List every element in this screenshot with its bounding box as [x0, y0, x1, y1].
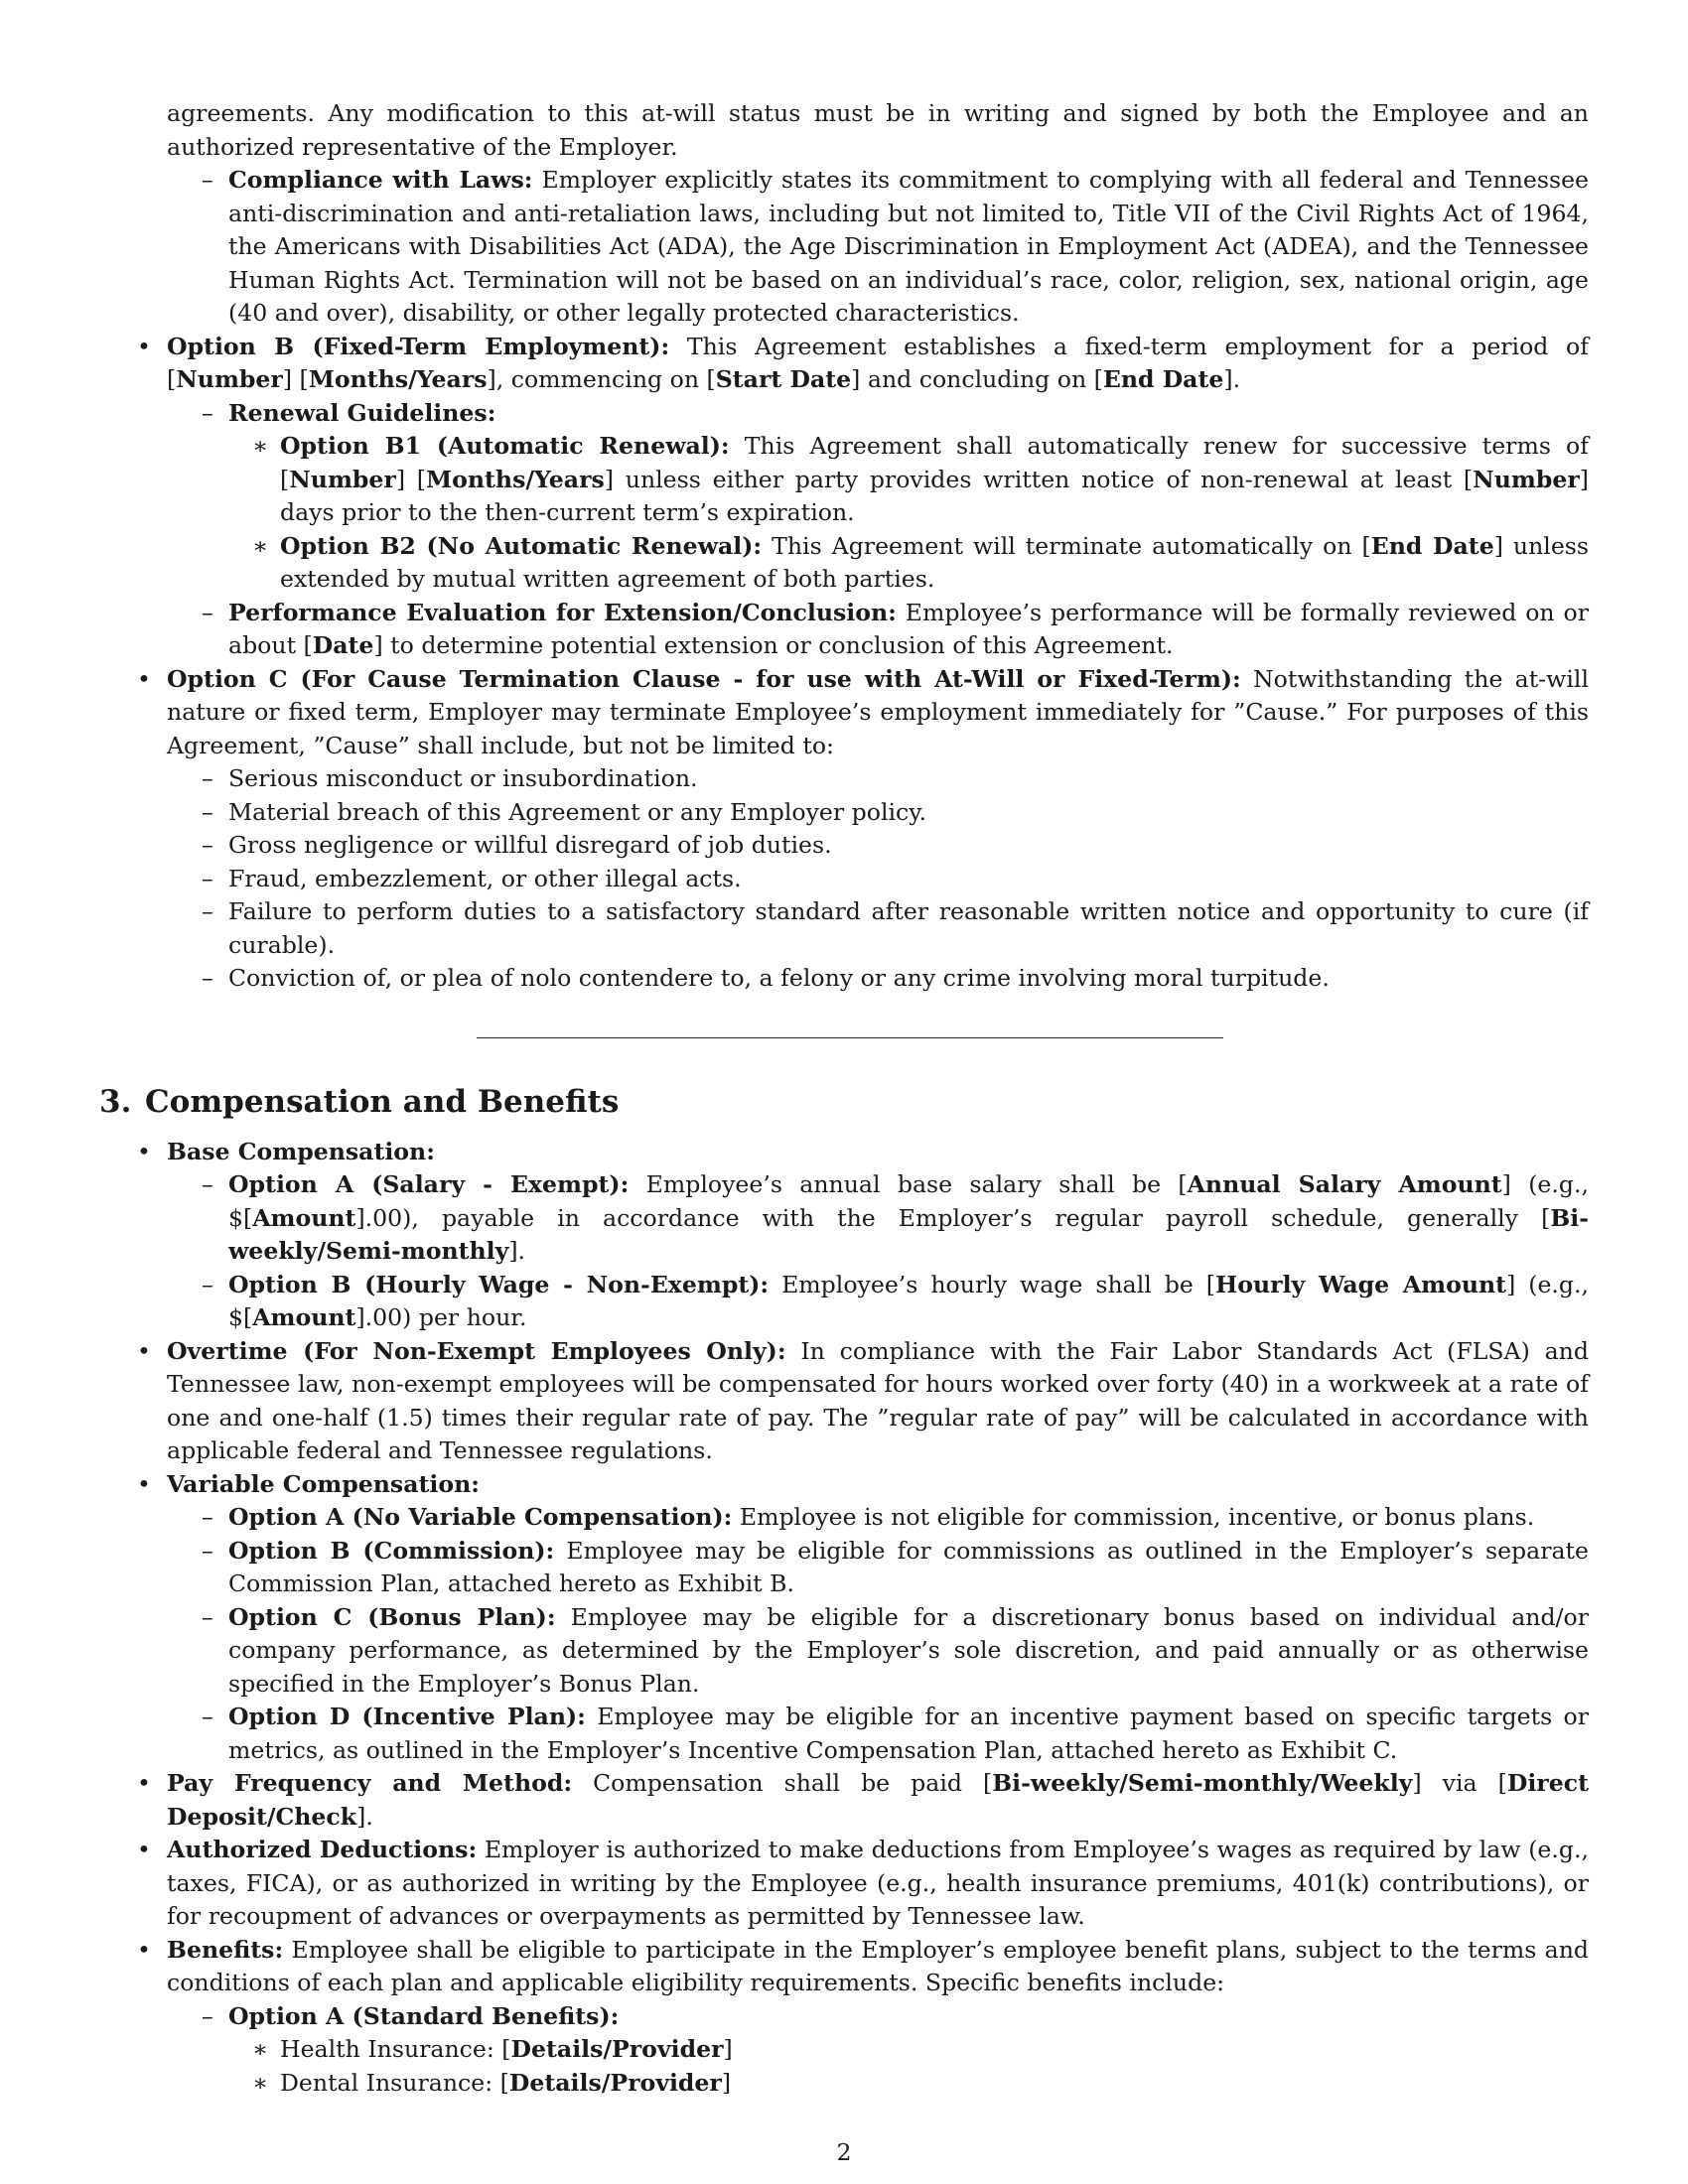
text-span: ] (e.g., $[: [228, 1270, 1590, 1331]
dash-marker: –: [202, 1170, 213, 1198]
option-b-label: Option B (Fixed-Term Employment):: [167, 332, 670, 360]
text-span: ].00) per hour.: [355, 1303, 527, 1331]
text-span: This Agreement establishes a fixed-term employment for a period of [: [167, 332, 1589, 393]
text-span: ] (e.g., $[: [228, 1170, 1589, 1232]
cause-item: [167, 762, 1589, 796]
performance-evaluation-item: [167, 597, 1589, 663]
section-heading: [99, 1082, 1589, 1122]
text-span: ]: [721, 2068, 732, 2097]
overtime-item: [137, 1335, 1589, 1468]
bullet-marker: •: [137, 1836, 151, 1863]
variable-option-d: [167, 1701, 1589, 1767]
text-span: Employee is not eligible for commission, incentive, or bonus plans.: [732, 1503, 1535, 1531]
dash-marker: –: [202, 1503, 213, 1531]
placeholder: Details/Provider: [510, 2035, 724, 2063]
variable-compensation-item: [137, 1468, 1589, 1502]
text-span: ].00), payable in accordance with the Employer’s regular payroll schedule, generally [: [355, 1203, 1551, 1232]
health-insurance-item: [167, 2033, 1589, 2067]
text-span: Employee’s performance will be formally reviewed on or about [: [228, 598, 1589, 659]
star-marker: ∗: [252, 432, 269, 460]
dash-marker: –: [202, 864, 213, 892]
bullet-marker: •: [137, 1935, 151, 1964]
option-c-text: Notwithstanding the at-will nature or fixed term, Employer may terminate Employee’s employment immediately for ”Cause.” For purposes of this Agreement, ”Cause” shall include, but not be limited to:: [167, 664, 1589, 759]
dash-marker: –: [202, 398, 213, 427]
text-span: ]: [723, 2035, 733, 2063]
cause-text: Material breach of this Agreement or any Employer policy.: [228, 797, 926, 826]
bullet-marker: •: [137, 1137, 151, 1165]
option-b1-item: [167, 430, 1589, 530]
text-span: ] [: [395, 465, 427, 493]
text-span: Compensation shall be paid [: [572, 1769, 993, 1797]
placeholder: Hourly Wage Amount: [1214, 1270, 1507, 1298]
compliance-label: Compliance with Laws:: [228, 166, 533, 194]
bullet-marker: •: [137, 1469, 151, 1498]
text-span: ] unless extended by mutual written agreement of both parties.: [280, 531, 1590, 593]
text-span: Employee may be eligible for an incentive payment based on specific targets or metrics, as outlined in the Employer’s Incentive Compensation Plan, attached hereto as Exhibit C.: [228, 1703, 1589, 1764]
pay-frequency-item: [137, 1767, 1589, 1834]
variable-option-label: Option A (No Variable Compensation):: [228, 1503, 733, 1531]
hourly-option-item: [167, 1269, 1589, 1335]
renewal-guidelines-item: [167, 397, 1589, 431]
cause-item: [167, 796, 1589, 830]
option-c-item: [137, 663, 1589, 763]
benefits-text: Employee shall be eligible to participate in the Employer’s employee benefit plans, subject to the terms and conditions of each plan and applicable eligibility requirements. Specific benefits include:: [167, 1935, 1589, 1996]
placeholder: Amount: [252, 1203, 356, 1232]
placeholder: End Date: [1370, 531, 1494, 560]
text-span: This Agreement shall automatically renew for successive terms of [: [280, 432, 1589, 493]
compliance-text: Employer explicitly states its commitment to complying with all federal and Tennessee anti-discrimination and anti-retaliation laws, including but not limited to, Title VII of the Civil Rights Act of 1964, the Americans with Disabilities Act (ADA), the Age Discrimination in Employment Act (ADEA), and the Tennessee Human Rights Act. Termination will not be based on an individual’s race, color, religion, sex, national origin, age (40 and over), disability, or other legally protected characteristics.: [228, 166, 1590, 327]
dash-marker: –: [202, 764, 213, 792]
salary-option-item: [167, 1168, 1589, 1269]
text-span: Employee’s hourly wage shall be [: [769, 1270, 1215, 1298]
variable-compensation-label: Variable Compensation:: [167, 1469, 480, 1498]
cause-text: Fraud, embezzlement, or other illegal acts.: [228, 864, 742, 892]
dash-marker: –: [202, 897, 213, 925]
benefits-label: Benefits:: [167, 1935, 284, 1964]
deductions-text: Employer is authorized to make deductions from Employee’s wages as required by law (e.g., taxes, FICA), or as authorized in writing by the Employee (e.g., health insurance premiums, 401(k) contributions), or for recoupment of advances or overpayments as permitted by Tennessee law.: [167, 1836, 1589, 1930]
option-b2-item: [167, 530, 1589, 597]
placeholder: Number: [289, 465, 396, 493]
dental-insurance-item: [167, 2067, 1589, 2101]
text-span: ].: [1223, 365, 1241, 393]
variable-option-label: Option B (Commission):: [228, 1536, 555, 1565]
option-b-item: [137, 331, 1589, 397]
bullet-marker: •: [137, 1769, 151, 1797]
dash-marker: –: [202, 598, 213, 626]
text-span: ].: [356, 1802, 373, 1831]
placeholder: Bi-weekly/Semi-monthly: [228, 1203, 1589, 1265]
page-number: 2: [836, 2138, 852, 2166]
star-marker: ∗: [252, 531, 269, 560]
placeholder: Months/Years: [426, 465, 605, 493]
text-span: ], commencing on [: [487, 365, 716, 393]
placeholder: Number: [1473, 465, 1580, 493]
dash-marker: –: [202, 964, 213, 992]
placeholder: Amount: [252, 1303, 356, 1331]
text-span: Health Insurance: [: [280, 2035, 511, 2063]
placeholder: Months/Years: [308, 365, 488, 393]
deductions-item: [137, 1834, 1589, 1934]
text-span: ] to determine potential extension or conclusion of this Agreement.: [373, 631, 1174, 659]
variable-option-label: Option D (Incentive Plan):: [228, 1703, 586, 1730]
cause-item: [167, 962, 1589, 996]
benefits-item: [137, 1934, 1589, 2000]
dash-marker: –: [202, 1602, 213, 1631]
star-marker: ∗: [252, 2035, 269, 2063]
placeholder: Annual Salary Amount: [1187, 1170, 1502, 1198]
document-page: [99, 97, 1590, 2100]
section-title: Compensation and Benefits: [145, 1083, 620, 1120]
section-number: 3.: [99, 1083, 132, 1120]
variable-option-a: [167, 1501, 1589, 1535]
placeholder: Number: [176, 365, 283, 393]
text-span: ] and concluding on [: [851, 365, 1103, 393]
standard-benefits-label: Option A (Standard Benefits):: [228, 2001, 620, 2030]
section-divider: [477, 1037, 1223, 1038]
intro-paragraph: agreements. Any modification to this at-will status must be in writing and signed by both the Employee and an authorized representative of the Employer.: [167, 99, 1589, 161]
text-span: ] days prior to the then-current term’s expiration.: [280, 465, 1589, 526]
dash-marker: –: [202, 1703, 213, 1730]
text-span: Employee’s annual base salary shall be [: [629, 1170, 1188, 1198]
placeholder: Direct Deposit/Check: [167, 1769, 1589, 1831]
text-span: Dental Insurance: [: [280, 2068, 509, 2097]
deductions-label: Authorized Deductions:: [167, 1836, 478, 1863]
text-span: ] [: [282, 365, 309, 393]
text-span: ].: [508, 1237, 526, 1265]
text-span: Employee may be eligible for a discretionary bonus based on individual and/or company performance, as determined by the Employer’s sole discretion, and paid annually or as otherwise specified in the Employer’s Bonus Plan.: [228, 1602, 1589, 1698]
placeholder: Bi-weekly/Semi-monthly/Weekly: [992, 1769, 1413, 1797]
bullet-marker: •: [137, 332, 151, 360]
dash-marker: –: [202, 831, 213, 859]
salary-label: Option A (Salary - Exempt):: [228, 1170, 630, 1198]
variable-option-c: [167, 1601, 1589, 1702]
cause-text: Serious misconduct or insubordination.: [228, 764, 698, 792]
text-span: This Agreement will terminate automatically on [: [762, 531, 1371, 560]
dash-marker: –: [202, 1536, 213, 1565]
cause-text: Conviction of, or plea of nolo contendere to, a felony or any crime involving moral turpitude.: [228, 964, 1330, 992]
cause-item: [167, 895, 1589, 962]
text-span: ] unless either party provides written notice of non-renewal at least [: [604, 465, 1474, 493]
variable-option-label: Option C (Bonus Plan):: [228, 1602, 556, 1631]
cause-item: [167, 863, 1589, 896]
variable-option-b: [167, 1535, 1589, 1601]
overtime-text: In compliance with the Fair Labor Standards Act (FLSA) and Tennessee law, non-exempt employees will be compensated for hours worked over forty (40) in a workweek at a rate of one and one-half (1.5) times their regular rate of pay. The ”regular rate of pay” will be calculated in accordance with applicable federal and Tennessee regulations.: [167, 1336, 1589, 1464]
overtime-label: Overtime (For Non-Exempt Employees Only):: [167, 1336, 786, 1365]
cause-item: [167, 829, 1589, 863]
option-c-label: Option C (For Cause Termination Clause - for use with At-Will or Fixed-Term):: [167, 664, 1241, 693]
text-span: ] via [: [1412, 1769, 1507, 1797]
cause-text: Gross negligence or willful disregard of job duties.: [228, 831, 832, 859]
hourly-label: Option B (Hourly Wage - Non-Exempt):: [228, 1270, 770, 1298]
placeholder: Start Date: [715, 365, 852, 393]
cause-text: Failure to perform duties to a satisfactory standard after reasonable written notice and opportunity to cure (if curable).: [228, 897, 1589, 959]
standard-benefits-item: [167, 2000, 1589, 2034]
placeholder: Details/Provider: [508, 2068, 722, 2097]
performance-label: Performance Evaluation for Extension/Conclusion:: [228, 598, 897, 626]
text-span: Employee may be eligible for commissions as outlined in the Employer’s separate Commission Plan, attached hereto as Exhibit B.: [228, 1536, 1589, 1597]
bullet-marker: •: [137, 664, 151, 693]
dash-marker: –: [202, 1270, 213, 1298]
base-compensation-label: Base Compensation:: [167, 1137, 435, 1165]
option-b1-label: Option B1 (Automatic Renewal):: [280, 432, 730, 460]
dash-marker: –: [202, 166, 213, 194]
dash-marker: –: [202, 2001, 213, 2030]
star-marker: ∗: [252, 2068, 269, 2097]
renewal-label: Renewal Guidelines:: [228, 398, 496, 427]
option-b2-label: Option B2 (No Automatic Renewal):: [280, 531, 763, 560]
bullet-marker: •: [137, 1336, 151, 1365]
placeholder: End Date: [1102, 365, 1224, 393]
base-compensation-item: [137, 1136, 1589, 1169]
pay-frequency-label: Pay Frequency and Method:: [167, 1769, 573, 1797]
compliance-item: [167, 164, 1589, 331]
placeholder: Date: [312, 631, 374, 659]
dash-marker: –: [202, 797, 213, 826]
